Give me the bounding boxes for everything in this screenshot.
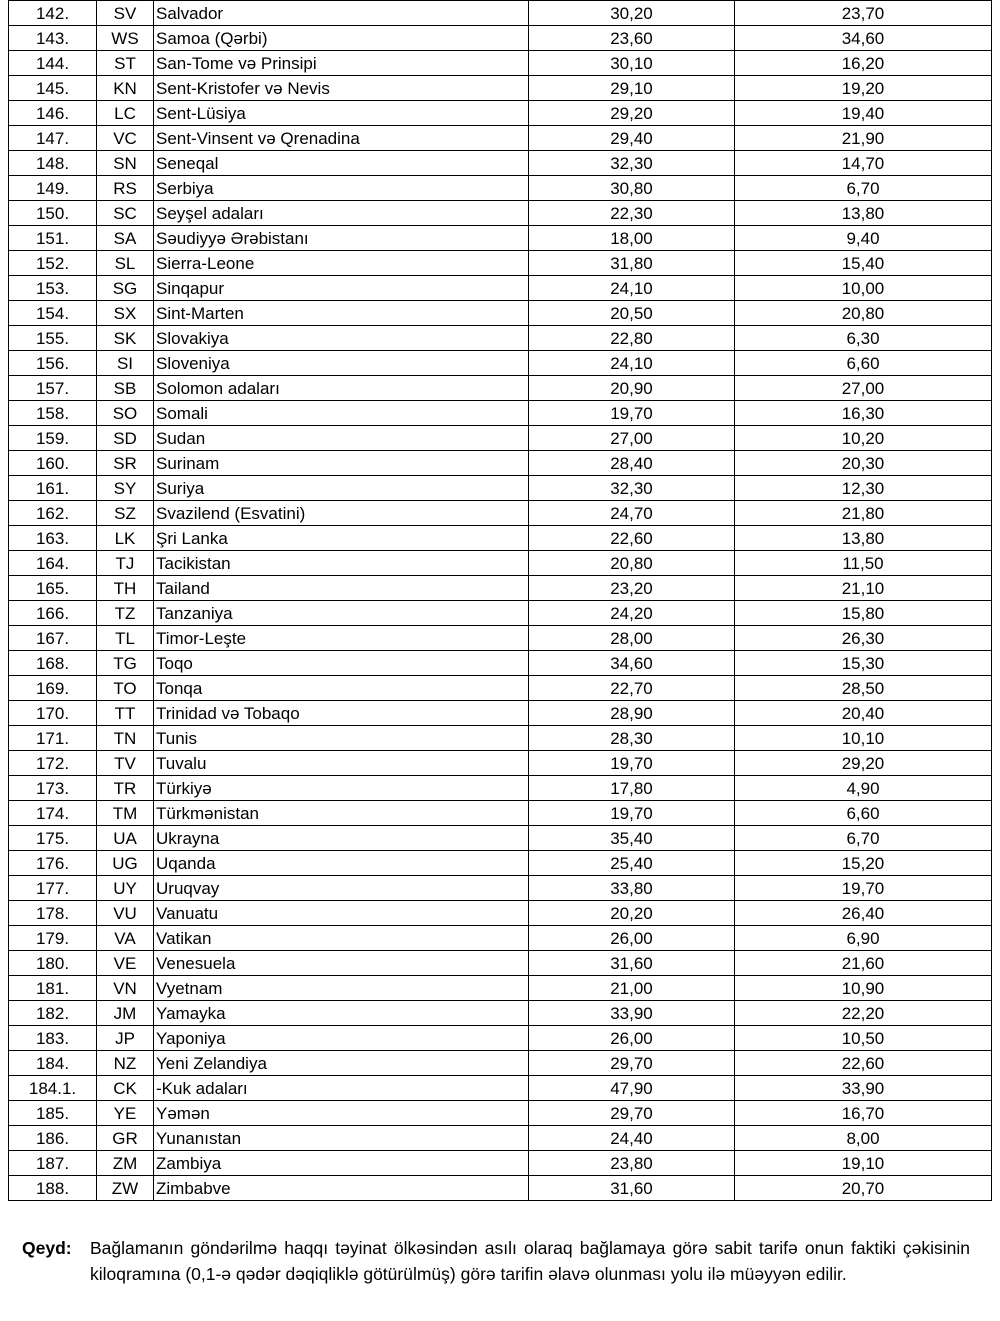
country-name: San-Tome və Prinsipi	[154, 51, 529, 76]
table-row	[9, 951, 992, 976]
country-name: Suriya	[154, 476, 529, 501]
rate-fixed: 29,70	[529, 1101, 735, 1126]
country-code: LK	[97, 526, 154, 551]
country-name: Türkmənistan	[154, 801, 529, 826]
country-name: Surinam	[154, 451, 529, 476]
rate-fixed: 25,40	[529, 851, 735, 876]
rate-per-kg: 6,60	[735, 351, 992, 376]
country-name: Türkiyə	[154, 776, 529, 801]
row-number: 183.	[9, 1026, 97, 1051]
table-row	[9, 701, 992, 726]
rate-per-kg: 15,30	[735, 651, 992, 676]
rate-per-kg: 19,20	[735, 76, 992, 101]
row-number: 169.	[9, 676, 97, 701]
table-row	[9, 26, 992, 51]
country-code: SX	[97, 301, 154, 326]
country-name: Şri Lanka	[154, 526, 529, 551]
country-code: JM	[97, 1001, 154, 1026]
rate-fixed: 31,80	[529, 251, 735, 276]
table-row	[9, 576, 992, 601]
country-code: VA	[97, 926, 154, 951]
country-code: VE	[97, 951, 154, 976]
rate-per-kg: 26,40	[735, 901, 992, 926]
rate-per-kg: 16,20	[735, 51, 992, 76]
country-code: SV	[97, 1, 154, 26]
country-name: Ukrayna	[154, 826, 529, 851]
rate-fixed: 29,40	[529, 126, 735, 151]
rate-per-kg: 10,10	[735, 726, 992, 751]
row-number: 149.	[9, 176, 97, 201]
rate-fixed: 30,20	[529, 1, 735, 26]
row-number: 158.	[9, 401, 97, 426]
country-code: JP	[97, 1026, 154, 1051]
row-number: 177.	[9, 876, 97, 901]
country-name: Vyetnam	[154, 976, 529, 1001]
table-row	[9, 426, 992, 451]
table-row	[9, 651, 992, 676]
table-row	[9, 251, 992, 276]
row-number: 155.	[9, 326, 97, 351]
table-row	[9, 1151, 992, 1176]
country-code: UG	[97, 851, 154, 876]
rate-per-kg: 19,10	[735, 1151, 992, 1176]
table-row	[9, 726, 992, 751]
rate-per-kg: 16,70	[735, 1101, 992, 1126]
table-row	[9, 826, 992, 851]
country-name: Toqo	[154, 651, 529, 676]
row-number: 184.1.	[9, 1076, 97, 1101]
rate-per-kg: 21,80	[735, 501, 992, 526]
row-number: 159.	[9, 426, 97, 451]
rate-fixed: 20,20	[529, 901, 735, 926]
table-row	[9, 551, 992, 576]
rate-per-kg: 20,40	[735, 701, 992, 726]
rate-per-kg: 8,00	[735, 1126, 992, 1151]
rate-fixed: 24,40	[529, 1126, 735, 1151]
rate-per-kg: 16,30	[735, 401, 992, 426]
country-code: VC	[97, 126, 154, 151]
rate-per-kg: 20,70	[735, 1176, 992, 1201]
row-number: 180.	[9, 951, 97, 976]
rate-fixed: 22,80	[529, 326, 735, 351]
rate-fixed: 22,60	[529, 526, 735, 551]
note-block	[22, 1235, 970, 1287]
country-code: WS	[97, 26, 154, 51]
country-name: Samoa (Qərbi)	[154, 26, 529, 51]
country-name: Yunanıstan	[154, 1126, 529, 1151]
row-number: 146.	[9, 101, 97, 126]
country-name: Somali	[154, 401, 529, 426]
table-row	[9, 451, 992, 476]
table-row	[9, 1126, 992, 1151]
rate-per-kg: 10,20	[735, 426, 992, 451]
country-code: TT	[97, 701, 154, 726]
rate-fixed: 34,60	[529, 651, 735, 676]
rate-fixed: 28,00	[529, 626, 735, 651]
country-code: ZM	[97, 1151, 154, 1176]
country-code: SZ	[97, 501, 154, 526]
country-code: NZ	[97, 1051, 154, 1076]
rate-fixed: 29,20	[529, 101, 735, 126]
table-row	[9, 626, 992, 651]
row-number: 174.	[9, 801, 97, 826]
rate-fixed: 21,00	[529, 976, 735, 1001]
table-row	[9, 976, 992, 1001]
country-code: ST	[97, 51, 154, 76]
rate-fixed: 32,30	[529, 151, 735, 176]
country-code: TJ	[97, 551, 154, 576]
table-row	[9, 326, 992, 351]
country-name: Salvador	[154, 1, 529, 26]
table-row	[9, 1176, 992, 1201]
table-row	[9, 176, 992, 201]
row-number: 176.	[9, 851, 97, 876]
country-table-body	[9, 1, 992, 1201]
rate-per-kg: 21,60	[735, 951, 992, 976]
rate-per-kg: 12,30	[735, 476, 992, 501]
rate-per-kg: 19,40	[735, 101, 992, 126]
rate-fixed: 19,70	[529, 801, 735, 826]
rate-per-kg: 26,30	[735, 626, 992, 651]
table-row	[9, 776, 992, 801]
country-name: Yeni Zelandiya	[154, 1051, 529, 1076]
row-number: 144.	[9, 51, 97, 76]
row-number: 147.	[9, 126, 97, 151]
rate-per-kg: 22,60	[735, 1051, 992, 1076]
table-row	[9, 476, 992, 501]
country-name: Yamayka	[154, 1001, 529, 1026]
country-code: SB	[97, 376, 154, 401]
country-code: SA	[97, 226, 154, 251]
country-code: SK	[97, 326, 154, 351]
row-number: 163.	[9, 526, 97, 551]
rate-per-kg: 14,70	[735, 151, 992, 176]
table-row	[9, 601, 992, 626]
rate-fixed: 24,10	[529, 351, 735, 376]
rate-fixed: 24,20	[529, 601, 735, 626]
rate-fixed: 28,40	[529, 451, 735, 476]
country-name: Tailand	[154, 576, 529, 601]
rate-fixed: 27,00	[529, 426, 735, 451]
country-name: Sent-Kristofer və Nevis	[154, 76, 529, 101]
rate-per-kg: 10,00	[735, 276, 992, 301]
country-code: TO	[97, 676, 154, 701]
country-name: Serbiya	[154, 176, 529, 201]
note-label: Qeyd:	[22, 1238, 72, 1258]
row-number: 157.	[9, 376, 97, 401]
rate-per-kg: 15,20	[735, 851, 992, 876]
row-number: 173.	[9, 776, 97, 801]
rate-fixed: 28,30	[529, 726, 735, 751]
rate-fixed: 20,80	[529, 551, 735, 576]
country-code: TR	[97, 776, 154, 801]
rate-fixed: 47,90	[529, 1076, 735, 1101]
table-row	[9, 526, 992, 551]
table-row	[9, 51, 992, 76]
rate-fixed: 32,30	[529, 476, 735, 501]
country-code: ZW	[97, 1176, 154, 1201]
table-row	[9, 1, 992, 26]
rate-fixed: 23,80	[529, 1151, 735, 1176]
rate-per-kg: 9,40	[735, 226, 992, 251]
country-name: Seyşel adaları	[154, 201, 529, 226]
row-number: 143.	[9, 26, 97, 51]
table-row	[9, 201, 992, 226]
table-row	[9, 226, 992, 251]
rate-fixed: 17,80	[529, 776, 735, 801]
table-row	[9, 801, 992, 826]
rate-fixed: 28,90	[529, 701, 735, 726]
row-number: 165.	[9, 576, 97, 601]
country-code: SD	[97, 426, 154, 451]
row-number: 184.	[9, 1051, 97, 1076]
row-number: 182.	[9, 1001, 97, 1026]
country-code: SC	[97, 201, 154, 226]
table-row	[9, 101, 992, 126]
rate-fixed: 20,90	[529, 376, 735, 401]
country-code: VU	[97, 901, 154, 926]
rate-fixed: 29,10	[529, 76, 735, 101]
country-code: TM	[97, 801, 154, 826]
row-number: 142.	[9, 1, 97, 26]
row-number: 185.	[9, 1101, 97, 1126]
rate-per-kg: 21,90	[735, 126, 992, 151]
rate-per-kg: 11,50	[735, 551, 992, 576]
table-row	[9, 1076, 992, 1101]
table-row	[9, 1051, 992, 1076]
row-number: 156.	[9, 351, 97, 376]
rate-fixed: 26,00	[529, 926, 735, 951]
row-number: 151.	[9, 226, 97, 251]
country-code: SL	[97, 251, 154, 276]
rate-per-kg: 20,30	[735, 451, 992, 476]
country-code: YE	[97, 1101, 154, 1126]
rate-fixed: 33,90	[529, 1001, 735, 1026]
row-number: 164.	[9, 551, 97, 576]
table-row	[9, 901, 992, 926]
row-number: 187.	[9, 1151, 97, 1176]
country-code: SR	[97, 451, 154, 476]
country-name: Sent-Lüsiya	[154, 101, 529, 126]
country-name: Uqanda	[154, 851, 529, 876]
row-number: 150.	[9, 201, 97, 226]
rate-fixed: 30,80	[529, 176, 735, 201]
rate-fixed: 31,60	[529, 1176, 735, 1201]
rate-fixed: 24,10	[529, 276, 735, 301]
rate-per-kg: 33,90	[735, 1076, 992, 1101]
table-row	[9, 276, 992, 301]
row-number: 162.	[9, 501, 97, 526]
country-name: Timor-Leşte	[154, 626, 529, 651]
country-name: Sinqapur	[154, 276, 529, 301]
country-code: UA	[97, 826, 154, 851]
row-number: 172.	[9, 751, 97, 776]
country-name: Svazilend (Esvatini)	[154, 501, 529, 526]
rate-fixed: 31,60	[529, 951, 735, 976]
country-name: Tuvalu	[154, 751, 529, 776]
country-name: Sloveniya	[154, 351, 529, 376]
row-number: 186.	[9, 1126, 97, 1151]
country-code: LC	[97, 101, 154, 126]
rate-per-kg: 34,60	[735, 26, 992, 51]
table-row	[9, 301, 992, 326]
table-row	[9, 501, 992, 526]
country-name: Sint-Marten	[154, 301, 529, 326]
country-name: Sent-Vinsent və Qrenadina	[154, 126, 529, 151]
row-number: 175.	[9, 826, 97, 851]
rate-per-kg: 15,40	[735, 251, 992, 276]
row-number: 161.	[9, 476, 97, 501]
table-row	[9, 376, 992, 401]
rate-per-kg: 21,10	[735, 576, 992, 601]
rate-per-kg: 13,80	[735, 526, 992, 551]
country-code: TL	[97, 626, 154, 651]
table-row	[9, 351, 992, 376]
rate-fixed: 26,00	[529, 1026, 735, 1051]
row-number: 168.	[9, 651, 97, 676]
country-code: TH	[97, 576, 154, 601]
row-number: 148.	[9, 151, 97, 176]
country-code: SG	[97, 276, 154, 301]
rate-per-kg: 20,80	[735, 301, 992, 326]
country-name: Vatikan	[154, 926, 529, 951]
country-code: TN	[97, 726, 154, 751]
rate-per-kg: 10,50	[735, 1026, 992, 1051]
row-number: 181.	[9, 976, 97, 1001]
table-row	[9, 1026, 992, 1051]
row-number: 160.	[9, 451, 97, 476]
rate-per-kg: 6,70	[735, 826, 992, 851]
country-code: TG	[97, 651, 154, 676]
row-number: 152.	[9, 251, 97, 276]
table-row	[9, 851, 992, 876]
row-number: 153.	[9, 276, 97, 301]
country-code: SI	[97, 351, 154, 376]
country-name: Tanzaniya	[154, 601, 529, 626]
rate-per-kg: 6,70	[735, 176, 992, 201]
row-number: 171.	[9, 726, 97, 751]
country-code: VN	[97, 976, 154, 1001]
country-name: Venesuela	[154, 951, 529, 976]
country-name: Solomon adaları	[154, 376, 529, 401]
country-name: Sudan	[154, 426, 529, 451]
country-name: Tonqa	[154, 676, 529, 701]
table-row	[9, 751, 992, 776]
rate-per-kg: 6,90	[735, 926, 992, 951]
country-tariff-table	[8, 0, 992, 1201]
table-row	[9, 126, 992, 151]
table-row	[9, 401, 992, 426]
rate-per-kg: 29,20	[735, 751, 992, 776]
country-name: Zambiya	[154, 1151, 529, 1176]
rate-fixed: 33,80	[529, 876, 735, 901]
rate-fixed: 19,70	[529, 401, 735, 426]
row-number: 167.	[9, 626, 97, 651]
rate-fixed: 29,70	[529, 1051, 735, 1076]
country-name: Trinidad və Tobaqo	[154, 701, 529, 726]
rate-fixed: 22,70	[529, 676, 735, 701]
rate-fixed: 30,10	[529, 51, 735, 76]
row-number: 170.	[9, 701, 97, 726]
row-number: 188.	[9, 1176, 97, 1201]
country-code: TZ	[97, 601, 154, 626]
country-name: Tunis	[154, 726, 529, 751]
country-name: Tacikistan	[154, 551, 529, 576]
table-row	[9, 926, 992, 951]
table-row	[9, 76, 992, 101]
row-number: 178.	[9, 901, 97, 926]
country-code: SN	[97, 151, 154, 176]
country-code: TV	[97, 751, 154, 776]
country-code: UY	[97, 876, 154, 901]
rate-per-kg: 15,80	[735, 601, 992, 626]
row-number: 154.	[9, 301, 97, 326]
row-number: 145.	[9, 76, 97, 101]
rate-per-kg: 4,90	[735, 776, 992, 801]
country-code: SY	[97, 476, 154, 501]
country-name: Sierra-Leone	[154, 251, 529, 276]
rate-per-kg: 22,20	[735, 1001, 992, 1026]
country-code: GR	[97, 1126, 154, 1151]
rate-per-kg: 19,70	[735, 876, 992, 901]
rate-per-kg: 27,00	[735, 376, 992, 401]
rate-per-kg: 28,50	[735, 676, 992, 701]
row-number: 166.	[9, 601, 97, 626]
note-text: Bağlamanın göndərilmə haqqı təyinat ölkəsindən asılı olaraq bağlamaya görə sabit tarifə onun faktiki çəkisinin kiloqramına (0,1-ə qədər dəqiqliklə götürülmüş) görə tarifin əlavə olunması yolu ilə müəyyən edilir.	[90, 1238, 970, 1284]
country-name: -Kuk adaları	[154, 1076, 529, 1101]
table-row	[9, 1101, 992, 1126]
rate-per-kg: 13,80	[735, 201, 992, 226]
country-code: CK	[97, 1076, 154, 1101]
table-row	[9, 876, 992, 901]
rate-per-kg: 6,60	[735, 801, 992, 826]
rate-fixed: 20,50	[529, 301, 735, 326]
country-name: Zimbabve	[154, 1176, 529, 1201]
country-name: Uruqvay	[154, 876, 529, 901]
country-name: Yaponiya	[154, 1026, 529, 1051]
table-row	[9, 1001, 992, 1026]
country-code: RS	[97, 176, 154, 201]
row-number: 179.	[9, 926, 97, 951]
country-name: Seneqal	[154, 151, 529, 176]
table-row	[9, 151, 992, 176]
rate-fixed: 35,40	[529, 826, 735, 851]
rate-per-kg: 23,70	[735, 1, 992, 26]
country-code: SO	[97, 401, 154, 426]
rate-fixed: 19,70	[529, 751, 735, 776]
rate-fixed: 18,00	[529, 226, 735, 251]
rate-per-kg: 6,30	[735, 326, 992, 351]
country-name: Səudiyyə Ərəbistanı	[154, 226, 529, 251]
rate-fixed: 23,20	[529, 576, 735, 601]
country-code: KN	[97, 76, 154, 101]
table-row	[9, 676, 992, 701]
rate-fixed: 22,30	[529, 201, 735, 226]
rate-fixed: 23,60	[529, 26, 735, 51]
country-name: Slovakiya	[154, 326, 529, 351]
country-name: Vanuatu	[154, 901, 529, 926]
rate-fixed: 24,70	[529, 501, 735, 526]
rate-per-kg: 10,90	[735, 976, 992, 1001]
country-name: Yəmən	[154, 1101, 529, 1126]
